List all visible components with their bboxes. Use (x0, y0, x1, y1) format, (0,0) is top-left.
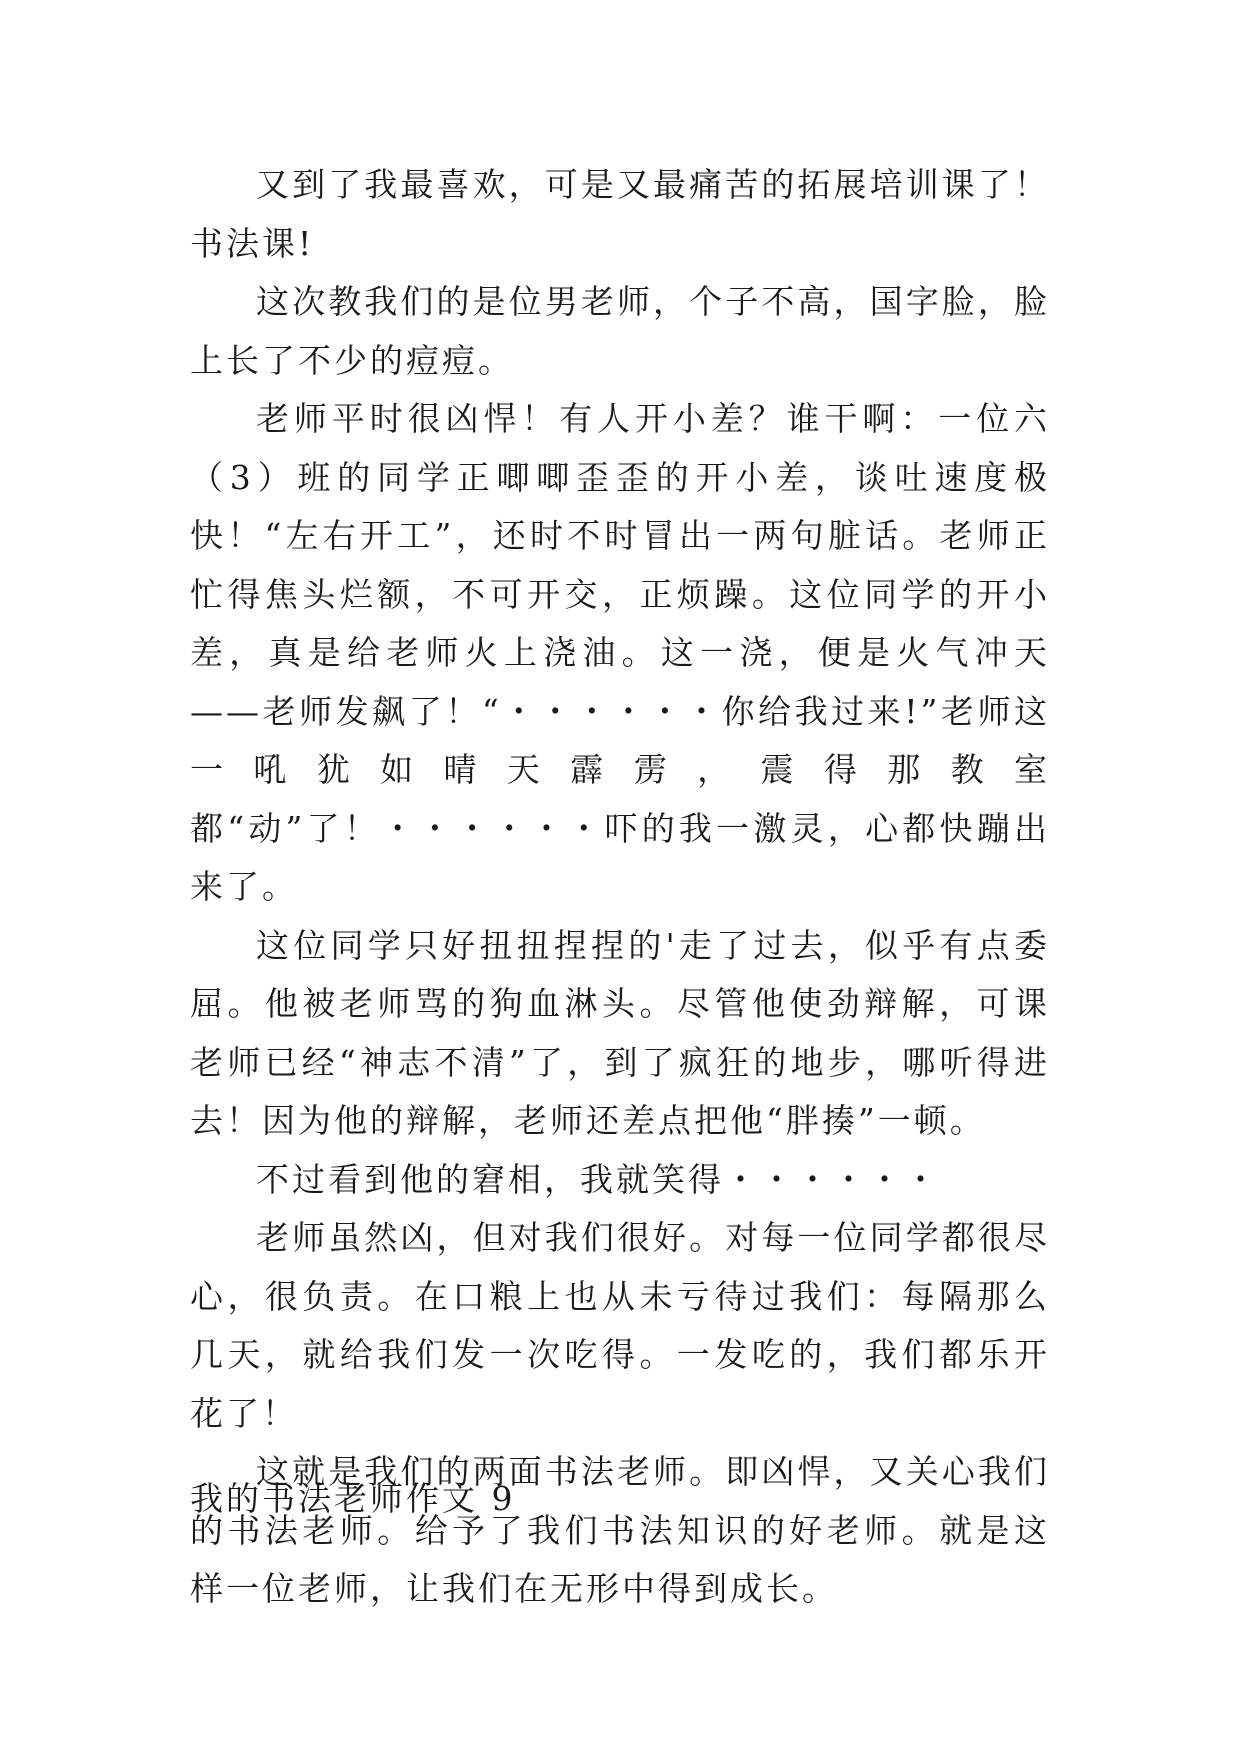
paragraph-1: 又到了我最喜欢，可是又最痛苦的拓展培训课了！书法课! (190, 165, 1050, 263)
paragraph-6: 老师虽然凶，但对我们很好。对每一位同学都很尽心，很负责。在口粮上也从未亏待过我们：每隔那么几天，就给我们发一次吃得。一发吃的，我们都乐开花了！ (190, 1218, 1050, 1433)
paragraph-2: 这次教我们的是位男老师，个子不高，国字脸，脸上长了不少的痘痘。 (190, 282, 1050, 380)
paragraph-7: 这就是我们的两面书法老师。即凶悍，又关心我们的书法老师。给予了我们书法知识的好老师。就是这样一位老师，让我们在无形中得到成长。 (190, 1452, 1050, 1608)
paragraph-5: 不过看到他的窘相，我就笑得・・・・・・ (256, 1159, 940, 1199)
paragraph-3: 老师平时很凶悍！有人开小差？谁干啊：一位六（3）班的同学正唧唧歪歪的开小差，谈吐速度极快！“左右开工”，还时不时冒出一两句脏话。老师正忙得焦头烂额，不可开交，正烦躁。这位同学的开小差，真是给老师火上浇油。这一浇，便是火气冲天——老师发飙了！“・・・・・・你给我过来!”老师这一吼犹如晴天霹雳，震得那教室都“动”了！・・・・・・吓的我一激灵，心都快蹦出来了。 (190, 399, 1050, 906)
section-heading: 我的书法老师作文 9 (190, 1479, 516, 1518)
essay-body (190, 156, 1050, 1619)
paragraph-4: 这位同学只好扭扭捏捏的'走了过去，似乎有点委屈。他被老师骂的狗血淋头。尽管他使劲辩解，可课老师已经“神志不清”了，到了疯狂的地步，哪听得进去！因为他的辩解，老师还差点把他“胖揍”一顿。 (190, 925, 1050, 1140)
